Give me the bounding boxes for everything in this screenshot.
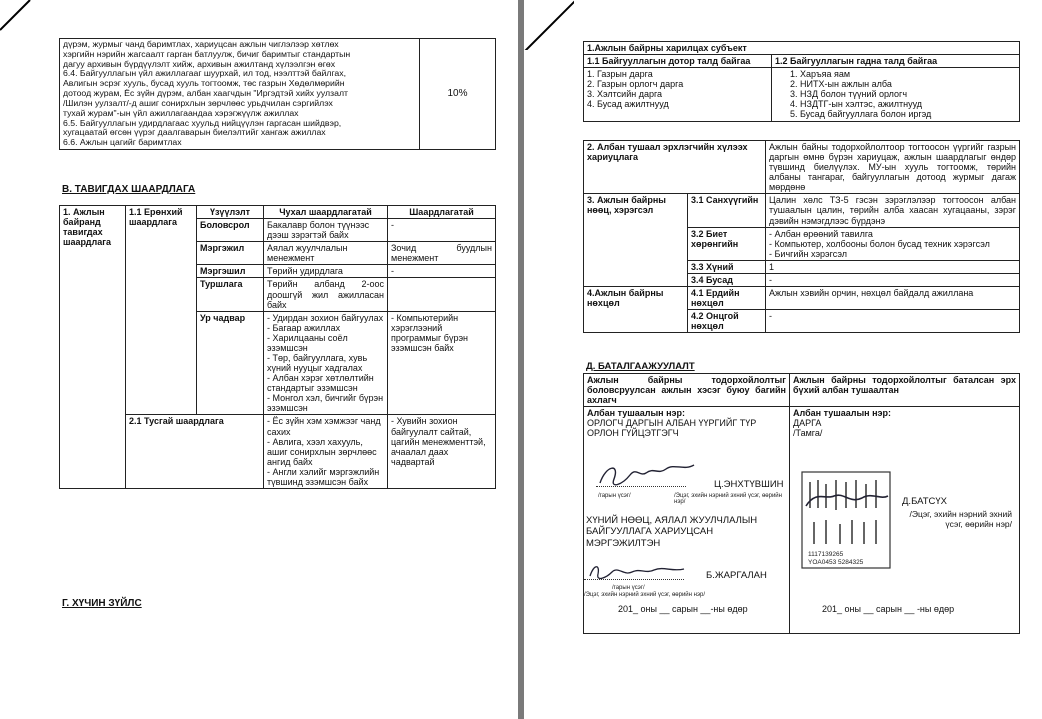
section-d-heading: Д. БАТАЛГААЖУУЛАЛТ xyxy=(586,361,695,372)
responsibility-text: Ажлын байны тодорхойлолтоор тогтоосон үүргийг газрын даргын өмнө бүрэн хариуцаж, ажлын шаардлагыг өндөр түвшинд биелүүлэх. МУ-ын хууль тогтоомж, төрийн албаны тангараг, байгууллагын дотоод журмыг дагаж мөрдөнө xyxy=(766,141,1020,194)
skills-line: - Багаар ажиллах xyxy=(267,322,341,333)
material-label: 3.2 Биет хөрөнгийн xyxy=(688,227,766,260)
duty-line: дагуу архивын бүрдүүлэлт хийж, архивын ажилтанд хүлээлгэн өгөх xyxy=(63,58,336,69)
left-date: 201_ оны __ сарын __-ны өдөр xyxy=(618,604,748,614)
left-name-enkhtuvshin: Ц.ЭНХТҮВШИН xyxy=(714,479,784,490)
right-date: 201_ оны __ сарын __ -ны өдөр xyxy=(822,604,955,614)
finance-text: Цалин хөлс ТЗ-5 гэсэн зэрэглэлээр тогтоосон албан тушаалын цалин, төрийн алба хаасан хугацааны, зэрэг дэвийн нэмэгдлээс бүрдэнэ xyxy=(766,194,1020,227)
left-position: ОРЛОГЧ ДАРГЫН АЛБАН ҮҮРГИЙГ ТҮР ОРЛОН ГҮЙЦЭТГЭГЧ xyxy=(587,418,757,439)
special-condition-label: 4.2 Онцгой нөхцөл xyxy=(688,310,766,333)
section-v-heading: В. ТАВИГДАХ ШААРДЛАГА xyxy=(62,184,196,195)
relations-inner-header: 1.1 Байгууллагын дотор талд байгаа xyxy=(584,55,772,68)
left-name-jargalan: Б.ЖАРГАЛАН xyxy=(706,570,767,581)
left-sig-caption: /гарын үсэг/ xyxy=(598,493,631,499)
resources-label: 3. Ажлын байрны нөөц, хэрэгсэл xyxy=(584,194,688,287)
skills-line: - Удирдан зохион байгуулах xyxy=(267,312,384,323)
approval-left-header: Ажлын байрны тодорхойлолтыг боловсруулсан ажлын хэсэг буюу багийн ахлагч xyxy=(584,374,790,407)
relations-outer-header: 1.2 Байгууллагын гадна талд байгаа xyxy=(772,55,1020,68)
req-label: Мэргэшил xyxy=(197,265,264,278)
duty-line: 6.5. Байгууллагын удирдлагаас хуульд нийцүүлэн гаргасан шийдвэр, xyxy=(63,117,342,128)
material-text xyxy=(766,227,1020,260)
req-header-required: Чухал шаардлагатай xyxy=(264,206,388,219)
svg-text:1117139265: 1117139265 xyxy=(808,551,844,558)
req-label: Мэргэжил xyxy=(197,242,264,265)
duty-line: дотоод журам, Ёс зүйн дүрэм, албан хаагчдын "Иргэдтэй хийх уулзалт xyxy=(63,88,348,99)
duties-percent xyxy=(420,39,496,150)
approval-right-header: Ажлын байрны тодорхойлолтыг баталсан эрх бүхий албан тушаалтан xyxy=(790,374,1020,407)
skills-line: - Монгол хэл, бичгийг бүрэн эзэмшсэн xyxy=(267,393,384,414)
skills-required xyxy=(264,311,388,415)
req-required: Төрийн удирдлага xyxy=(264,265,388,278)
official-stamp xyxy=(800,470,892,570)
right-name-batsukh: Д.БАТСҮХ xyxy=(902,496,947,507)
duty-line: хэргийн нэрийн жагсаалт гарган батлуулж, бичиг баримтыг стандартын xyxy=(63,48,351,59)
normal-condition-text: Ажлын хэвийн орчин, нөхцөл байдалд ажиллана xyxy=(766,287,1020,310)
relations-title: 1.Ажлын байрны харилцах субъект xyxy=(584,42,1020,55)
special-line: - Авлига, хээл хахууль, ашиг сонирхлын зөрчлөөс ангид байх xyxy=(267,436,377,467)
req-required: Аялал жуулчлалын менежмент xyxy=(264,242,388,265)
right-position: ДАРГА xyxy=(793,418,822,429)
percent-value: 10% xyxy=(447,88,468,100)
duty-line: Авлигын эсрэг хууль, бусад хууль тогтоомж, төс газрын Хөдөлмөрийн xyxy=(63,78,345,89)
skills-line: - Харилцааны соёл эзэмшсэн xyxy=(267,332,348,353)
duty-line: 6.6. Ажлын цагийг баримтлах xyxy=(63,137,182,148)
normal-condition-label: 4.1 Ердийн нөхцөл xyxy=(688,287,766,310)
skills-needed: - Компьютерийн хэрэглээний программыг бүрэн эзэмшсэн байх xyxy=(388,311,496,415)
signature-jargalan xyxy=(584,560,694,584)
duty-line: /Шилэн уулзалт/-д ашиг сонирхлын зөрчлөөс урьдчилан сэргийлэх xyxy=(63,97,333,108)
list-item: 4. Бусад ажилтнууд xyxy=(587,99,669,110)
list-item: 3. НЗД болон түүний орлогч xyxy=(790,89,908,100)
signature-dotted-line xyxy=(596,486,686,487)
relations-table xyxy=(583,41,1020,122)
req-needed: Зочид буудлын менежмент xyxy=(388,242,496,265)
duty-line: хугацаатай өгсөн үүрэг даалгаварын биелэлтийг хангаж ажиллах xyxy=(63,127,326,138)
req-col-main: 1. Ажлын байранд тавигдах шаардлага xyxy=(60,206,126,489)
left-sig-caption-2: /гарын үсэг/ xyxy=(612,585,645,591)
finance-label: 3.1 Санхүүгийн xyxy=(688,194,766,227)
skills-line: - Төр, байгууллага, хувь хүний нууцыг хадгалах xyxy=(267,353,368,374)
req-label: Боловсрол xyxy=(197,219,264,242)
list-item: 2. НИТХ-ын ажлын алба xyxy=(790,79,892,90)
left-name-caption-2: /Эцэг, эхийн нэрний эхний үсэг, өөрийн нэр/ xyxy=(584,592,706,598)
section-g-heading: Г. ХҮЧИН ЗҮЙЛС xyxy=(62,598,142,609)
other-text: - xyxy=(766,273,1020,286)
list-item: 2. Газрын орлогч дарга xyxy=(587,79,684,90)
relations-outer-list xyxy=(772,68,1020,121)
hr-position: ХҮНИЙ НӨӨЦ, АЯЛАЛ ЖУУЛЧЛАЛЫН БАЙГУУЛЛАГА ХАРИУЦСАН МЭРГЭЖИЛТЭН xyxy=(586,515,758,549)
responsibility-label: 2. Албан тушаал эрхлэгчийн хүлээх хариуцлага xyxy=(584,141,766,194)
left-position-label: Албан тушаалын нэр: xyxy=(587,408,685,419)
svg-text:YOA0453 5284325: YOA0453 5284325 xyxy=(808,559,864,566)
req-col-general: 1.1 Ерөнхий шаардлага xyxy=(126,206,197,415)
req-needed: - xyxy=(388,265,496,278)
resources-table xyxy=(583,140,1020,333)
human-label: 3.3 Хүний xyxy=(688,260,766,273)
left-page xyxy=(0,0,518,719)
page-corner-mark xyxy=(0,0,50,50)
list-item: 3. Хэлтсийн дарга xyxy=(587,89,663,100)
req-header-indicator: Үзүүлэлт xyxy=(197,206,264,219)
skills-label: Ур чадвар xyxy=(197,311,264,415)
signature-dotted-line xyxy=(584,579,684,580)
special-needed: - Хувийн зохион байгуулалт сайтай, цагийн менежменттэй, ачаалал даах чадвартай xyxy=(388,415,496,489)
stamp-label: /Тамга/ xyxy=(793,428,823,439)
material-line: - Албан өрөөний тавилга xyxy=(769,228,873,239)
material-line: - Компьютер, холбооны болон бусад техник хэрэгсэл xyxy=(769,238,990,249)
special-label: 2.1 Тусгай шаардлага xyxy=(126,415,264,489)
left-name-caption: /Эцэг, эхийн нэрний эхний үсэг, өөрийн нэр/ xyxy=(674,493,782,505)
list-item: 5. Бусад байгууллага болон иргэд xyxy=(790,109,932,120)
duty-line: 6.4. Байгууллагын үйл ажиллагааг шуурхай, ил тод, нээлттэй байлгах, xyxy=(63,68,347,79)
duty-line: дүрэм, журмыг чанд баримтлах, хариуцсан ажлын чиглэлээр хөтлөх xyxy=(63,39,339,49)
req-needed xyxy=(388,278,496,311)
skills-line: - Албан хэрэг хөтлөлтийн стандартыг эзэмшсэн xyxy=(267,373,374,394)
special-condition-text: - xyxy=(766,310,1020,333)
list-item: 1. Газрын дарга xyxy=(587,69,653,80)
special-line: - Ёс зүйн хэм хэмжээг чанд сахих xyxy=(267,416,381,437)
list-item: 1. Харъяа яам xyxy=(790,69,851,80)
req-label: Туршлага xyxy=(197,278,264,311)
duties-text xyxy=(60,39,420,150)
req-needed: - xyxy=(388,219,496,242)
other-label: 3.4 Бусад xyxy=(688,273,766,286)
right-sig-caption: /Эцэг, эхийн нэрний эхний үсэг, өөрийн нэр/ xyxy=(909,509,1012,529)
conditions-label: 4.Ажлын байрны нөхцөл xyxy=(584,287,688,333)
duties-table xyxy=(59,38,496,150)
requirements-table xyxy=(59,205,496,489)
list-item: 4. НЗДТГ-ын хэлтэс, ажилтнууд xyxy=(790,99,923,110)
right-page xyxy=(524,0,1042,719)
duty-line: тухай журам"-ын үйл ажиллагаандаа хэрэгжүүлж ажиллах xyxy=(63,107,299,118)
special-line: - Англи хэлийг мэргэжлийн түвшинд эзэмшсэн байх xyxy=(267,466,380,487)
special-required xyxy=(264,415,388,489)
material-line: - Бичгийн хэрэгсэл xyxy=(769,248,847,259)
relations-inner-list xyxy=(584,68,772,121)
human-text: 1 xyxy=(766,260,1020,273)
req-header-needed: Шаардлагатай xyxy=(388,206,496,219)
req-required: Төрийн албанд 2-оос доошгүй жил ажилласан байх xyxy=(264,278,388,311)
req-required: Бакалавр болон түүнээс дээш зэрэгтэй байх xyxy=(264,219,388,242)
right-position-label: Албан тушаалын нэр: xyxy=(793,408,891,419)
page-corner-mark xyxy=(524,0,574,50)
